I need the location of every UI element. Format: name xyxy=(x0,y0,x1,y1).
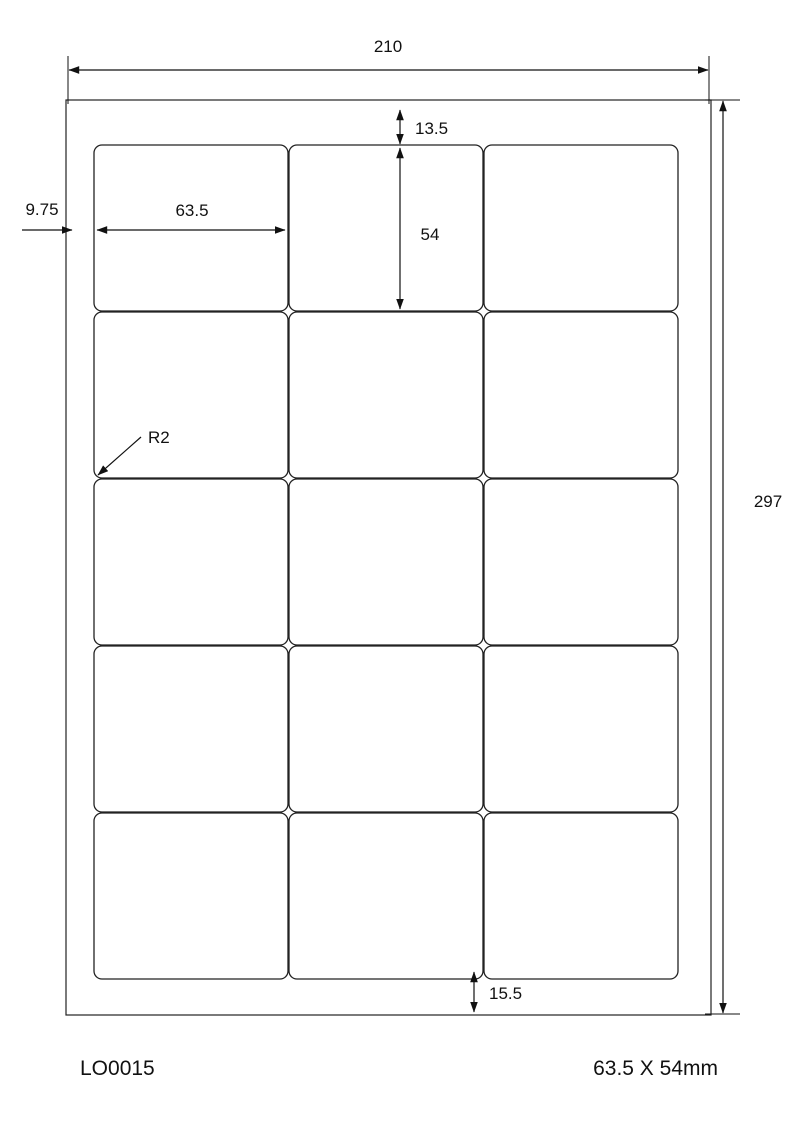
dim-label-top-margin: 13.5 xyxy=(415,119,449,138)
label-cell[interactable] xyxy=(484,813,678,979)
label-cell[interactable] xyxy=(94,145,288,311)
product-code: LO0015 xyxy=(80,1057,155,1080)
label-cell[interactable] xyxy=(484,646,678,812)
dim-label-bottom-margin: 15.5 xyxy=(489,984,523,1003)
dim-label-label-width: 63.5 xyxy=(175,201,209,220)
label-cell[interactable] xyxy=(289,646,483,812)
label-cell[interactable] xyxy=(289,312,483,478)
dim-label-left-margin: 9.75 xyxy=(25,200,59,219)
dimension-left-margin xyxy=(22,200,72,230)
label-cell[interactable] xyxy=(289,145,483,311)
label-cell[interactable] xyxy=(289,813,483,979)
dim-label-sheet-height: 297 xyxy=(753,492,783,511)
label-cell[interactable] xyxy=(94,479,288,645)
dimension-sheet-width xyxy=(68,37,709,104)
dim-label-corner-radius: R2 xyxy=(148,428,170,447)
label-cell[interactable] xyxy=(289,479,483,645)
label-cell[interactable] xyxy=(484,479,678,645)
dimension-sheet-height xyxy=(705,100,782,1014)
label-cell[interactable] xyxy=(94,813,288,979)
label-cell[interactable] xyxy=(484,145,678,311)
label-cell[interactable] xyxy=(484,312,678,478)
label-cell[interactable] xyxy=(94,646,288,812)
dim-label-sheet-width: 210 xyxy=(373,37,403,56)
dimension-top-margin xyxy=(400,110,448,144)
label-grid xyxy=(94,145,678,979)
label-size-text: 63.5 X 54mm xyxy=(593,1057,718,1080)
dim-label-label-height: 54 xyxy=(420,225,440,244)
